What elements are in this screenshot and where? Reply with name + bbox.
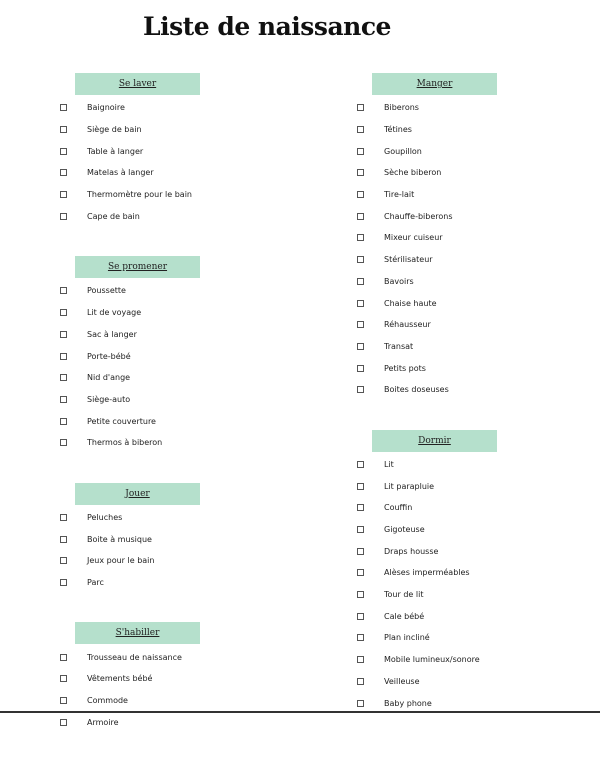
checkbox[interactable] [60,396,67,403]
checklist-item [55,140,325,162]
checklist-item [55,550,325,572]
checkbox[interactable] [357,613,364,620]
bottom-divider [0,711,600,713]
section-se-laver [55,73,325,227]
item-label: Cale bébé [384,611,425,621]
checkbox[interactable] [60,579,67,586]
checklist-item [352,314,600,336]
checkbox[interactable] [60,309,67,316]
item-label: Siège-auto [87,394,131,404]
checkbox[interactable] [60,104,67,111]
item-label: Veilleuse [384,676,420,686]
checkbox[interactable] [357,504,364,511]
item-label: Gigoteuse [384,525,425,535]
item-label: Lit parapluie [384,481,435,491]
checklist-item [352,497,600,519]
item-label: Baignoire [87,103,125,113]
page-title: Liste de naissance [143,12,391,41]
checkbox[interactable] [60,654,67,661]
item-label: Petite couverture [87,416,156,426]
item-label: Siège de bain [87,125,142,135]
item-label: Porte-bébé [87,351,131,361]
item-label: Mobile lumineux/sonore [384,655,480,665]
item-label: Mixeur cuiseur [384,233,443,243]
item-label: Table à langer [87,146,144,156]
checkbox[interactable] [357,461,364,468]
checkbox[interactable] [60,353,67,360]
checklist-item [352,119,600,141]
item-label: Biberons [384,103,419,113]
item-label: Transat [384,341,414,351]
item-label: Baby phone [384,698,432,708]
item-label: Sèche biberon [384,168,442,178]
section-heading: Se laver [75,73,200,95]
checklist-item [55,572,325,594]
checkbox[interactable] [357,678,364,685]
checkbox[interactable] [60,675,67,682]
checkbox[interactable] [357,386,364,393]
item-label: Trousseau de naissance [87,652,182,662]
item-label: Peluches [87,512,123,522]
item-label: Goupillon [384,146,422,156]
checklist-item [55,280,325,302]
checkbox[interactable] [60,374,67,381]
checkbox[interactable] [60,514,67,521]
item-label: Boites doseuses [384,385,449,395]
section-heading: Se promener [75,256,200,278]
section-heading: S'habiller [75,622,200,644]
checkbox[interactable] [357,656,364,663]
section-dormir [352,430,600,714]
checklist-item [352,184,600,206]
checklist-item [352,584,600,606]
checklist-item [55,324,325,346]
checklist-item [55,389,325,411]
checkbox[interactable] [357,148,364,155]
checklist-item [352,227,600,249]
checklist-item [55,646,325,668]
item-label: Cape de bain [87,211,140,221]
checklist-item [352,336,600,358]
item-label: Boite à musique [87,534,152,544]
checkbox[interactable] [357,169,364,176]
checklist-item [55,97,325,119]
checkbox[interactable] [60,557,67,564]
item-label: Jeux pour le bain [87,556,155,566]
checkbox[interactable] [60,191,67,198]
checklist-item [352,292,600,314]
item-label: Chaise haute [384,298,437,308]
item-label: Matelas à langer [87,168,154,178]
checklist-item [55,690,325,712]
item-label: Poussette [87,286,126,296]
checklist-item [352,540,600,562]
checklist-item [352,671,600,693]
checkbox[interactable] [357,526,364,533]
checkbox[interactable] [357,256,364,263]
checkbox[interactable] [60,213,67,220]
item-label: Armoire [87,717,119,727]
checklist-item [352,205,600,227]
checklist-item [352,649,600,671]
checklist-item [352,519,600,541]
checklist-item [55,668,325,690]
section-heading: Dormir [372,430,497,452]
checklist-item [352,271,600,293]
checklist-item [55,711,325,733]
checklist-item [55,432,325,454]
item-label: Tétines [384,125,412,135]
checklist-item [352,562,600,584]
checkbox[interactable] [60,439,67,446]
item-label: Lit de voyage [87,308,142,318]
section-s-habiller [55,622,325,733]
item-label: Petits pots [384,363,426,373]
section-se-promener [55,256,325,454]
checklist-item [352,475,600,497]
item-label: Draps housse [384,546,439,556]
checklist-item [55,507,325,529]
checklist-item [352,357,600,379]
checklist-item [55,184,325,206]
section-jouer [55,483,325,594]
checklist-item [352,454,600,476]
checkbox[interactable] [357,300,364,307]
checkbox[interactable] [60,148,67,155]
checklist-item [55,302,325,324]
checkbox[interactable] [60,169,67,176]
item-label: Alèses imperméables [384,568,470,578]
checkbox[interactable] [357,483,364,490]
checkbox[interactable] [357,234,364,241]
checkbox[interactable] [357,104,364,111]
item-label: Réhausseur [384,320,431,330]
section-manger [352,73,600,401]
item-label: Sac à langer [87,329,137,339]
checklist-item [55,345,325,367]
item-label: Nid d'ange [87,373,131,383]
item-label: Couffin [384,503,413,513]
checkbox[interactable] [357,365,364,372]
checklist-item [352,627,600,649]
checkbox[interactable] [60,126,67,133]
section-heading: Jouer [75,483,200,505]
checkbox[interactable] [357,569,364,576]
checklist-item [55,162,325,184]
checkbox[interactable] [357,634,364,641]
checklist-item [55,410,325,432]
item-label: Stérilisateur [384,255,433,265]
item-label: Thermomètre pour le bain [87,190,192,200]
checkbox[interactable] [60,697,67,704]
checkbox[interactable] [357,343,364,350]
right-column [352,73,600,743]
checkbox[interactable] [60,719,67,726]
checklist-item [352,162,600,184]
checkbox[interactable] [60,287,67,294]
checklist-item [55,119,325,141]
checkbox[interactable] [60,418,67,425]
checkbox[interactable] [357,278,364,285]
left-column [55,73,325,762]
checkbox[interactable] [357,591,364,598]
item-label: Bavoirs [384,276,414,286]
item-label: Chauffe-biberons [384,211,453,221]
checkbox[interactable] [357,321,364,328]
section-heading: Manger [372,73,497,95]
checklist-item [55,528,325,550]
checklist-item [55,205,325,227]
checkbox[interactable] [60,331,67,338]
checklist-item [352,140,600,162]
item-label: Commode [87,696,128,706]
checkbox[interactable] [357,191,364,198]
item-label: Thermos à biberon [87,438,163,448]
checkbox[interactable] [357,126,364,133]
checklist-item [55,367,325,389]
checklist-item [352,97,600,119]
item-label: Tire-lait [384,190,415,200]
checkbox[interactable] [60,536,67,543]
checkbox[interactable] [357,700,364,707]
checklist-item [352,249,600,271]
item-label: Parc [87,578,104,588]
checklist-item [352,379,600,401]
checkbox[interactable] [357,548,364,555]
checklist-item [352,605,600,627]
item-label: Lit [384,459,394,469]
item-label: Tour de lit [384,590,424,600]
checkbox[interactable] [357,213,364,220]
item-label: Plan incliné [384,633,430,643]
item-label: Vêtements bébé [87,674,153,684]
